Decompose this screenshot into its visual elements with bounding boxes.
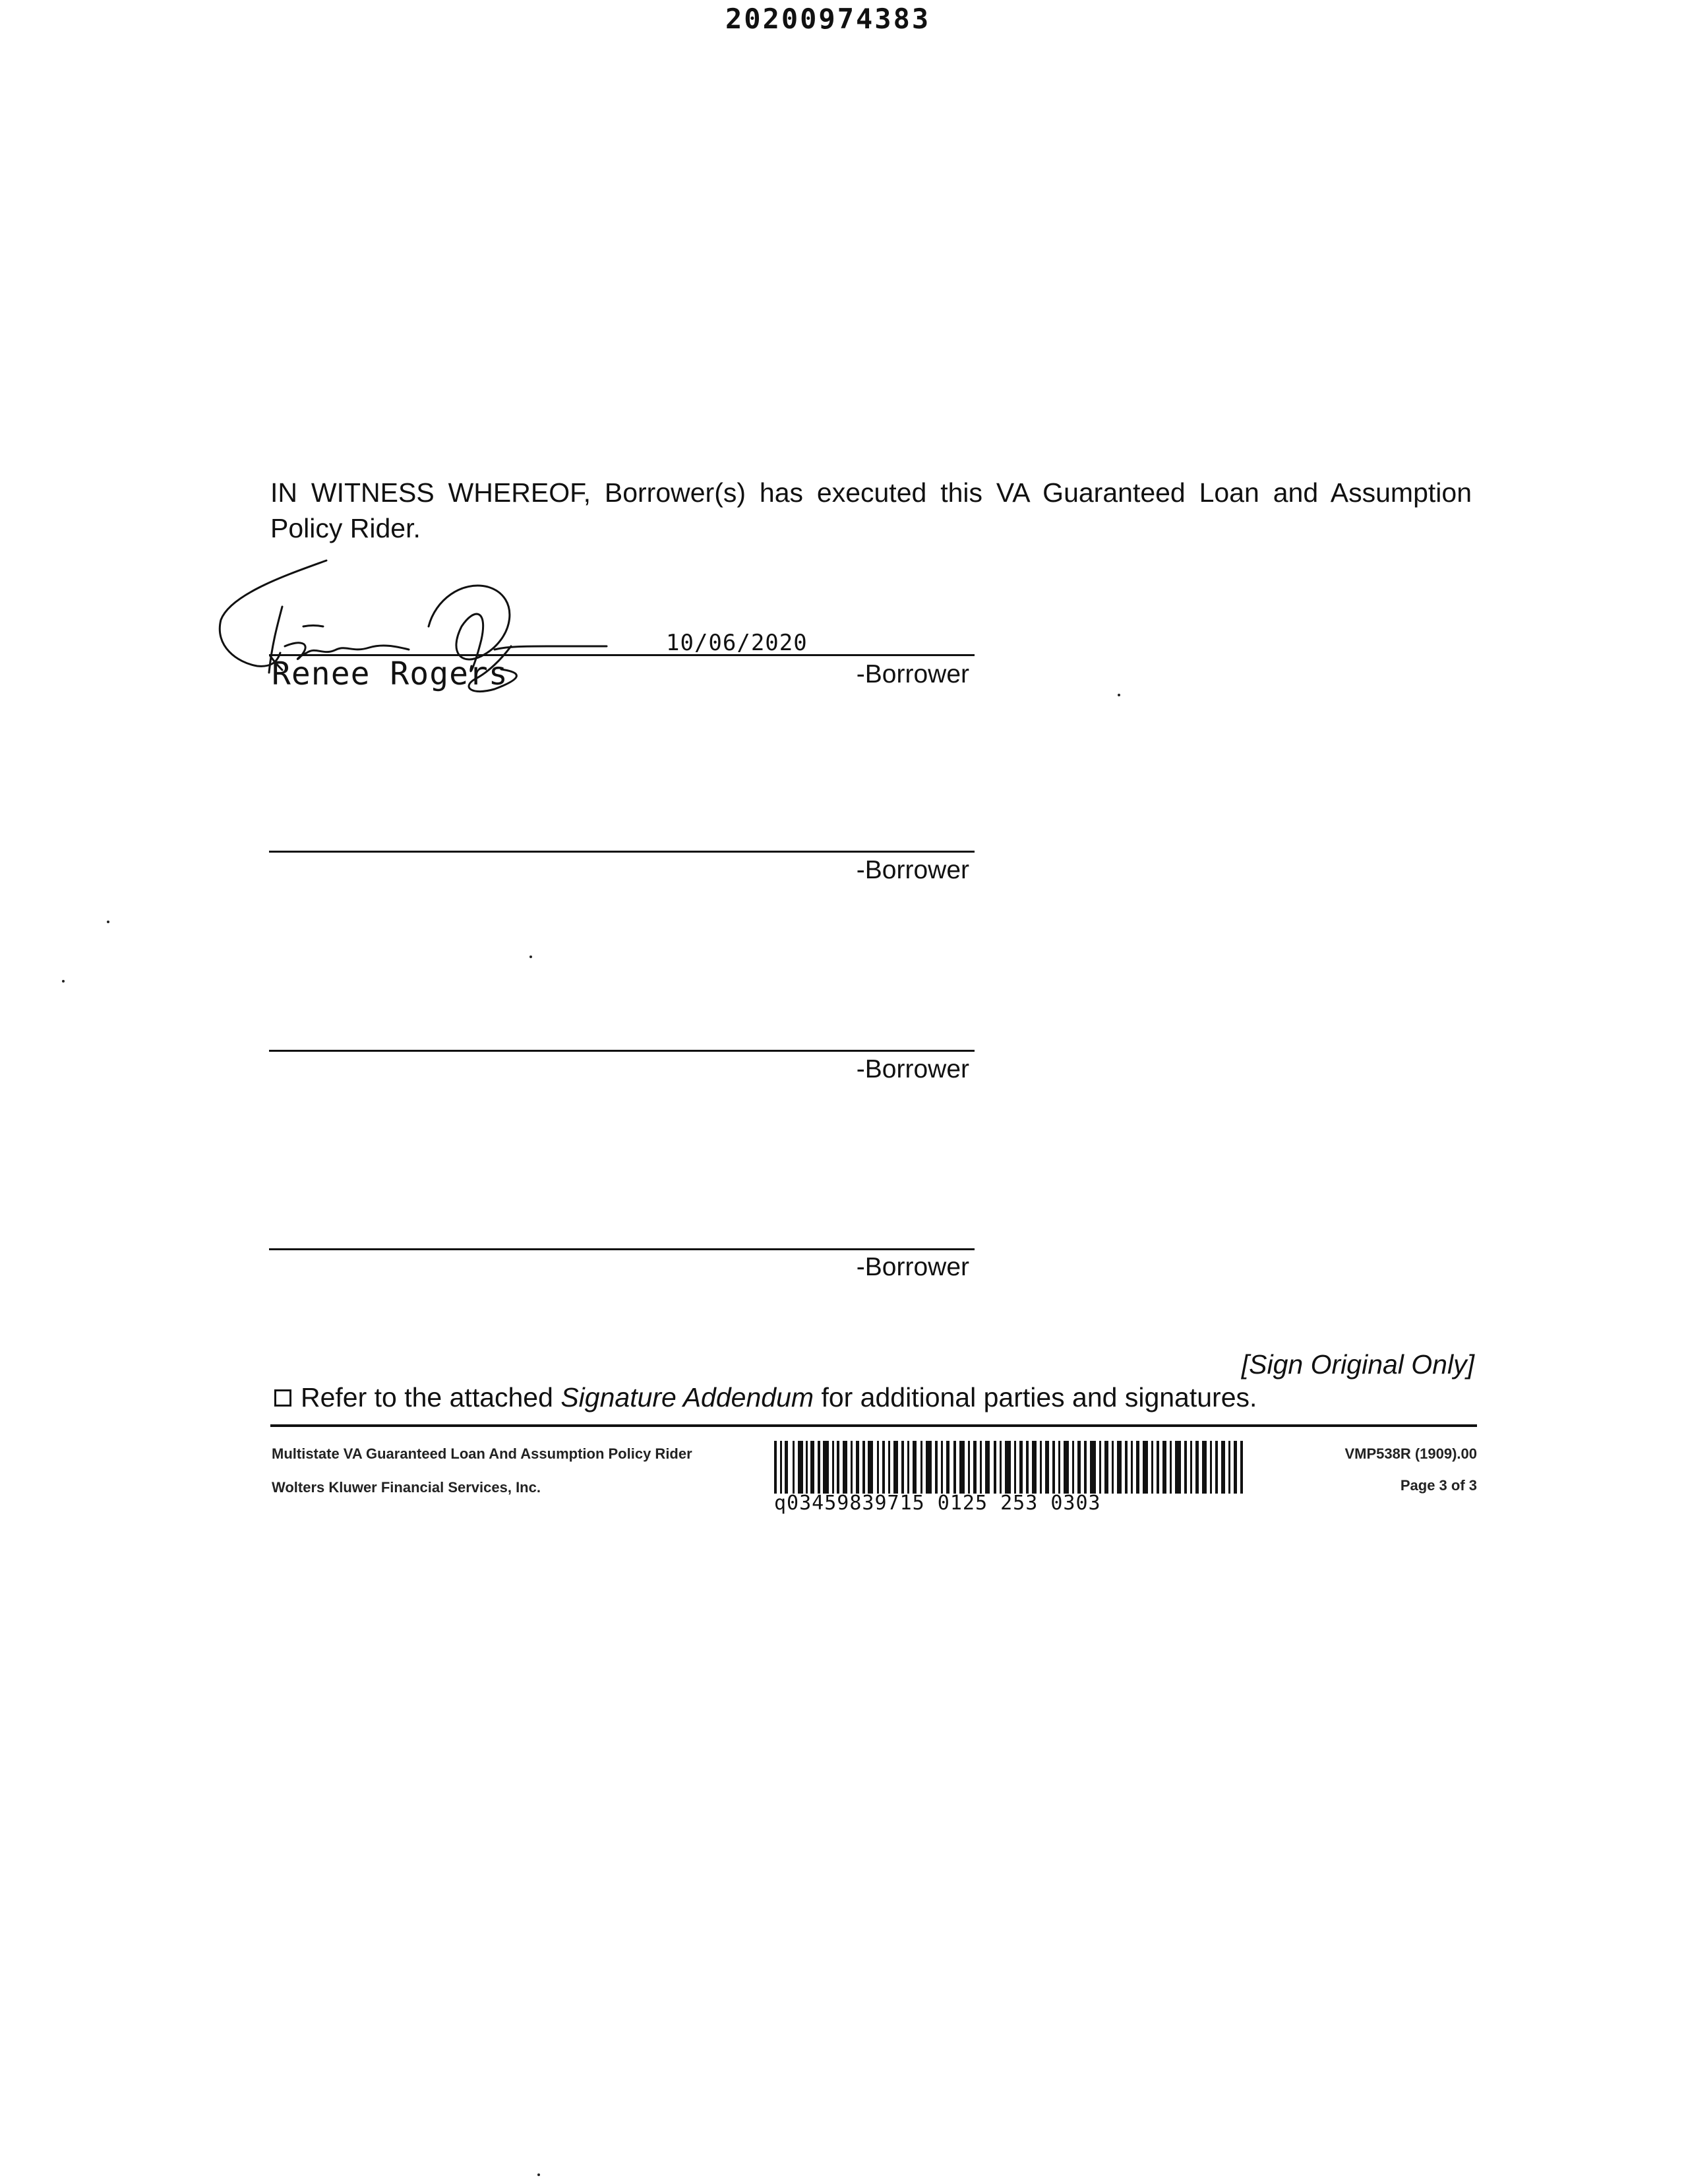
scan-speck — [107, 921, 109, 923]
signature-date: 10/06/2020 — [666, 630, 808, 656]
scan-speck — [537, 2173, 540, 2176]
signer-name: Renee Rogers — [272, 655, 508, 692]
barcode-number: q03459839715 0125 253 0303 — [774, 1492, 1101, 1515]
footer-divider — [270, 1424, 1477, 1427]
borrower-label-2: -Borrower — [856, 856, 969, 884]
scan-speck — [62, 980, 65, 983]
document-number: 20200974383 — [725, 3, 931, 35]
signature-line-4 — [269, 1248, 975, 1250]
sign-original-note: [Sign Original Only] — [1241, 1349, 1474, 1380]
page-number: Page 3 of 3 — [1400, 1477, 1477, 1494]
borrower-label-4: -Borrower — [856, 1253, 969, 1281]
checkbox-icon[interactable] — [274, 1389, 291, 1407]
signature-line-3 — [269, 1050, 975, 1052]
form-code: VMP538R (1909).00 — [1344, 1445, 1477, 1462]
addendum-reference — [274, 1382, 1257, 1413]
signature-line-2 — [269, 851, 975, 853]
scan-speck — [529, 956, 532, 958]
addendum-text-italic: Signature Addendum — [560, 1382, 814, 1412]
form-title: Multistate VA Guaranteed Loan And Assumption Policy Rider — [272, 1445, 692, 1462]
addendum-text-before: Refer to the attached — [301, 1382, 553, 1412]
witness-clause: IN WITNESS WHEREOF, Borrower(s) has executed this VA Guaranteed Loan and Assumption Policy Rider. — [270, 477, 1472, 543]
scan-speck — [1118, 694, 1120, 696]
borrower-label-1: -Borrower — [856, 660, 969, 688]
barcode-icon — [774, 1441, 1246, 1494]
borrower-label-3: -Borrower — [856, 1055, 969, 1083]
publisher-name: Wolters Kluwer Financial Services, Inc. — [272, 1479, 541, 1496]
addendum-text-after: for additional parties and signatures. — [821, 1382, 1257, 1412]
